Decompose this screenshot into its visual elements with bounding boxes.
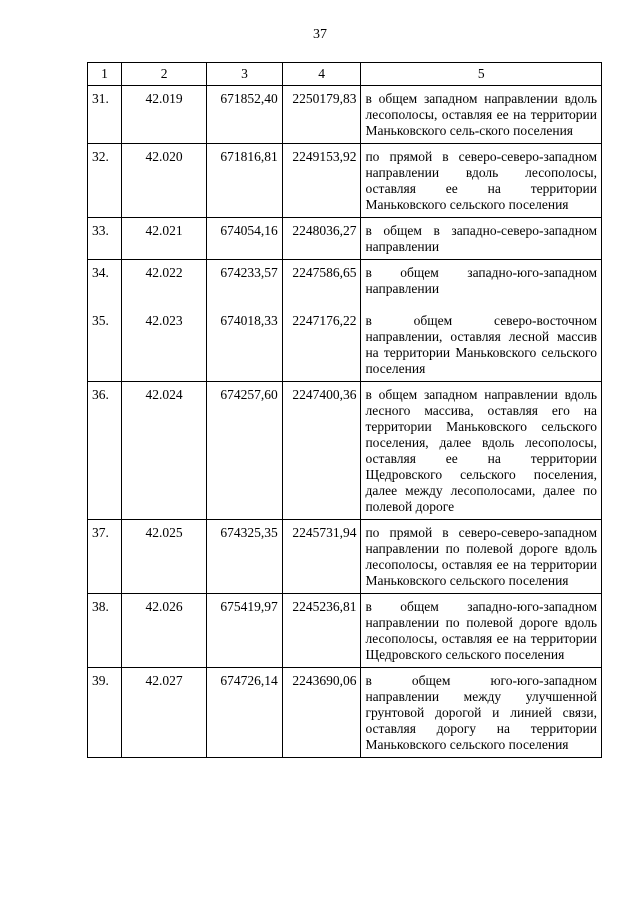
boundary-description: по прямой в северо-северо-западном направлении вдоль лесополосы, оставляя ее на территории Маньковского сельского поселения bbox=[361, 144, 602, 218]
y-coordinate: 2247176,22 bbox=[282, 309, 361, 382]
table-row bbox=[88, 594, 602, 668]
row-number: 33. bbox=[88, 218, 122, 260]
column-header: 2 bbox=[122, 63, 207, 86]
point-id: 42.024 bbox=[122, 382, 207, 520]
boundary-description: в общем западно-юго-западном направлении по полевой дороге вдоль лесополосы, оставляя ее на территории Щедровского сельского поселения bbox=[361, 594, 602, 668]
row-number: 35. bbox=[88, 309, 122, 382]
boundary-description: в общем северо-восточном направлении, оставляя лесной массив на территории Маньковского сельского поселения bbox=[361, 309, 602, 382]
row-number: 37. bbox=[88, 520, 122, 594]
row-number: 32. bbox=[88, 144, 122, 218]
point-id: 42.021 bbox=[122, 218, 207, 260]
x-coordinate: 671852,40 bbox=[207, 86, 283, 144]
table-row bbox=[88, 218, 602, 260]
boundary-table bbox=[87, 62, 602, 758]
point-id: 42.019 bbox=[122, 86, 207, 144]
column-header: 5 bbox=[361, 63, 602, 86]
table-row bbox=[88, 382, 602, 520]
boundary-description: в общем юго-юго-западном направлении между улучшенной грунтовой дорогой и линией связи, оставляя дорогу на территории Маньковского сельского поселения bbox=[361, 668, 602, 758]
y-coordinate: 2245236,81 bbox=[282, 594, 361, 668]
page-number: 37 bbox=[313, 27, 327, 42]
y-coordinate: 2249153,92 bbox=[282, 144, 361, 218]
row-number: 39. bbox=[88, 668, 122, 758]
table-row bbox=[88, 668, 602, 758]
point-id: 42.020 bbox=[122, 144, 207, 218]
table-row bbox=[88, 260, 602, 310]
row-number: 38. bbox=[88, 594, 122, 668]
table-row bbox=[88, 520, 602, 594]
table-body bbox=[88, 86, 602, 758]
column-header: 1 bbox=[88, 63, 122, 86]
x-coordinate: 674018,33 bbox=[207, 309, 283, 382]
x-coordinate: 674726,14 bbox=[207, 668, 283, 758]
y-coordinate: 2243690,06 bbox=[282, 668, 361, 758]
x-coordinate: 674233,57 bbox=[207, 260, 283, 310]
table-row bbox=[88, 86, 602, 144]
x-coordinate: 675419,97 bbox=[207, 594, 283, 668]
row-number: 31. bbox=[88, 86, 122, 144]
y-coordinate: 2248036,27 bbox=[282, 218, 361, 260]
y-coordinate: 2247400,36 bbox=[282, 382, 361, 520]
point-id: 42.022 bbox=[122, 260, 207, 310]
point-id: 42.026 bbox=[122, 594, 207, 668]
x-coordinate: 674054,16 bbox=[207, 218, 283, 260]
boundary-description: в общем западном направлении вдоль лесополосы, оставляя ее на территории Маньковского сель-ского поселения bbox=[361, 86, 602, 144]
y-coordinate: 2247586,65 bbox=[282, 260, 361, 310]
point-id: 42.027 bbox=[122, 668, 207, 758]
table-row bbox=[88, 144, 602, 218]
y-coordinate: 2245731,94 bbox=[282, 520, 361, 594]
row-number: 36. bbox=[88, 382, 122, 520]
table-row bbox=[88, 309, 602, 382]
y-coordinate: 2250179,83 bbox=[282, 86, 361, 144]
x-coordinate: 674257,60 bbox=[207, 382, 283, 520]
table-header-row bbox=[88, 63, 602, 86]
boundary-description: в общем западно-юго-западном направлении bbox=[361, 260, 602, 310]
boundary-description: в общем в западно-северо-западном направлении bbox=[361, 218, 602, 260]
x-coordinate: 674325,35 bbox=[207, 520, 283, 594]
column-header: 4 bbox=[282, 63, 361, 86]
boundary-description: в общем западном направлении вдоль лесного массива, оставляя его на территории Маньковского сельского поселения, далее вдоль лесополосы, оставляя ее на территории Щедровского сельского поселения, далее между лесополосами, далее по полевой дороге bbox=[361, 382, 602, 520]
column-header: 3 bbox=[207, 63, 283, 86]
boundary-description: по прямой в северо-северо-западном направлении по полевой дороге вдоль лесополосы, оставляя ее на территории Маньковского сельского поселения bbox=[361, 520, 602, 594]
point-id: 42.025 bbox=[122, 520, 207, 594]
point-id: 42.023 bbox=[122, 309, 207, 382]
x-coordinate: 671816,81 bbox=[207, 144, 283, 218]
row-number: 34. bbox=[88, 260, 122, 310]
